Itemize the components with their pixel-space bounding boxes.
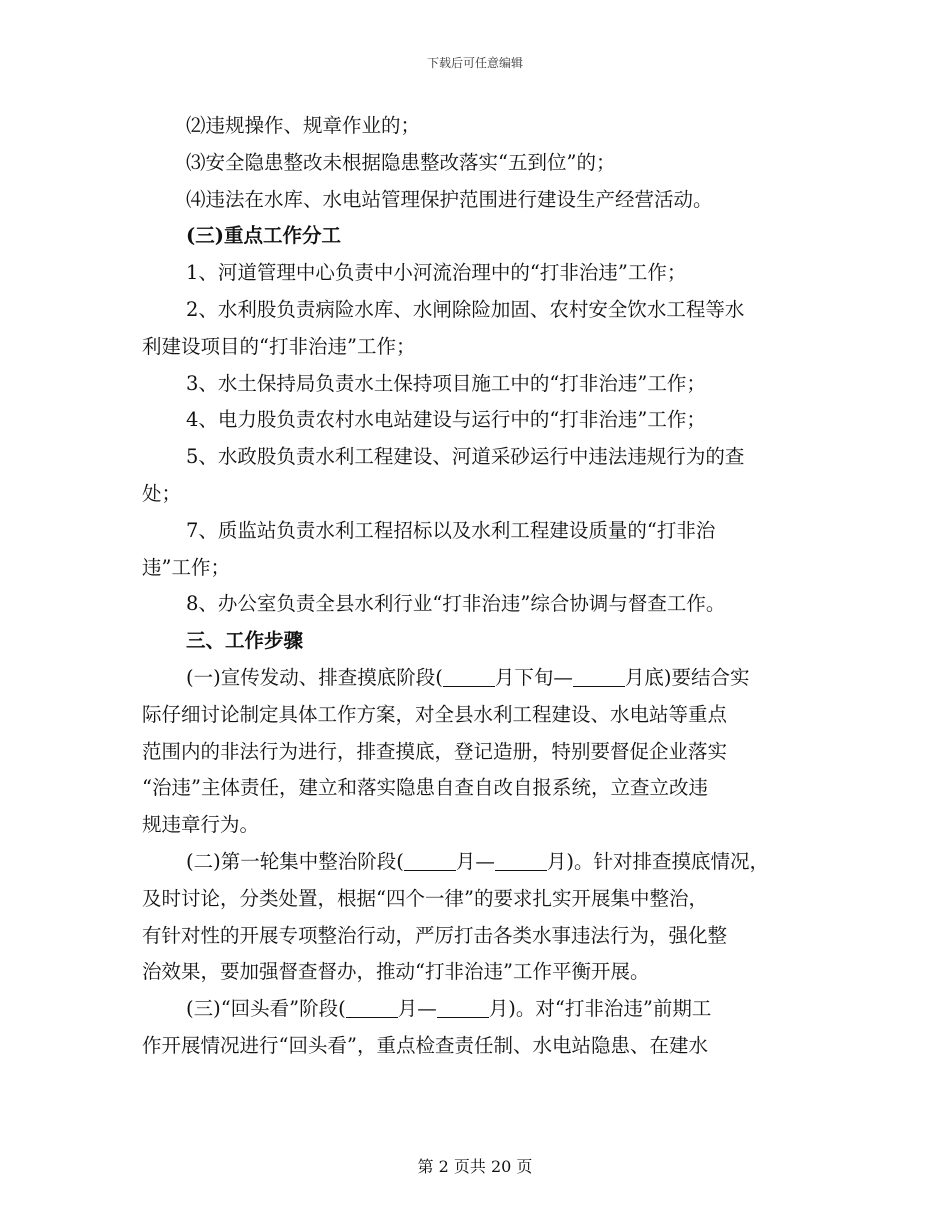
paragraph-line: 4、电力股负责农村水电站建设与运行中的“打非治违”工作； xyxy=(186,408,706,432)
paragraph-line: 作开展情况进行“回头看”，重点检查责任制、水电站隐患、在建水 xyxy=(142,1033,708,1057)
paragraph-line: 8、办公室负责全县水利行业“打非治违”综合协调与督查工作。 xyxy=(186,592,726,616)
paragraph-line: 3、水土保持局负责水土保持项目施工中的“打非治违”工作； xyxy=(186,371,706,395)
paragraph-line: 利建设项目的“打非治违”工作； xyxy=(142,334,416,358)
paragraph-line: 规违章行为。 xyxy=(142,813,260,837)
header-note: 下载后可任意编辑 xyxy=(426,56,523,70)
paragraph-line: 7、质监站负责水利工程招标以及水利工程建设质量的“打非治 xyxy=(186,518,716,542)
paragraph-line: “治违”主体责任，建立和落实隐患自查自改自报系统，立查立改违 xyxy=(142,776,708,800)
paragraph-line: ⑶安全隐患整改未根据隐患整改落实“五到位”的； xyxy=(186,150,616,174)
paragraph-line: (二)第一轮集中整治阶段( 月— 月)。针对排查摸底情况， xyxy=(186,849,769,873)
paragraph-line: 治效果，要加强督查督办，推动“打非治违”工作平衡开展。 xyxy=(142,960,650,984)
paragraph-line: 5、水政股负责水利工程建设、河道采砂运行中违法违规行为的查 xyxy=(186,445,745,469)
paragraph-line: 有针对性的开展专项整治行动，严厉打击各类水事违法行为，强化整 xyxy=(142,923,728,947)
paragraph-line: 及时讨论，分类处置，根据“四个一律”的要求扎实开展集中整治， xyxy=(142,886,708,910)
fill-in-blank xyxy=(404,851,456,871)
paragraph-line: 1、河道管理中心负责中小河流治理中的“打非治违”工作； xyxy=(186,261,687,285)
paragraph-line: 2、水利股负责病险水库、水闸除险加固、农村安全饮水工程等水 xyxy=(186,297,745,321)
section-heading: (三)重点工作分工 xyxy=(186,224,341,248)
page-footer: 第 2 页共 20 页 xyxy=(417,1157,533,1176)
paragraph-line: 范围内的非法行为进行，排查摸底，登记造册，特别要督促企业落实 xyxy=(142,739,728,763)
fill-in-blank xyxy=(443,667,495,687)
paragraph-line: ⑵违规操作、规章作业的； xyxy=(186,114,421,137)
paragraph-line: 处； xyxy=(142,481,182,505)
fill-in-blank xyxy=(346,998,398,1018)
paragraph-line: 际仔细讨论制定具体工作方案，对全县水利工程建设、水电站等重点 xyxy=(142,702,728,726)
paragraph-line: 违”工作； xyxy=(142,555,230,579)
document-body xyxy=(142,108,810,1065)
section-heading: 三、工作步骤 xyxy=(186,629,304,653)
paragraph-line: ⑷违法在水库、水电站管理保护范围进行建设生产经营活动。 xyxy=(186,187,713,211)
paragraph-line: (一)宣传发动、排查摸底阶段( 月下旬— 月底)要结合实 xyxy=(186,665,750,689)
fill-in-blank xyxy=(573,667,625,687)
fill-in-blank xyxy=(437,998,489,1018)
fill-in-blank xyxy=(495,851,547,871)
paragraph-line: (三)“回头看”阶段( 月— 月)。对“打非治违”前期工 xyxy=(186,997,712,1021)
